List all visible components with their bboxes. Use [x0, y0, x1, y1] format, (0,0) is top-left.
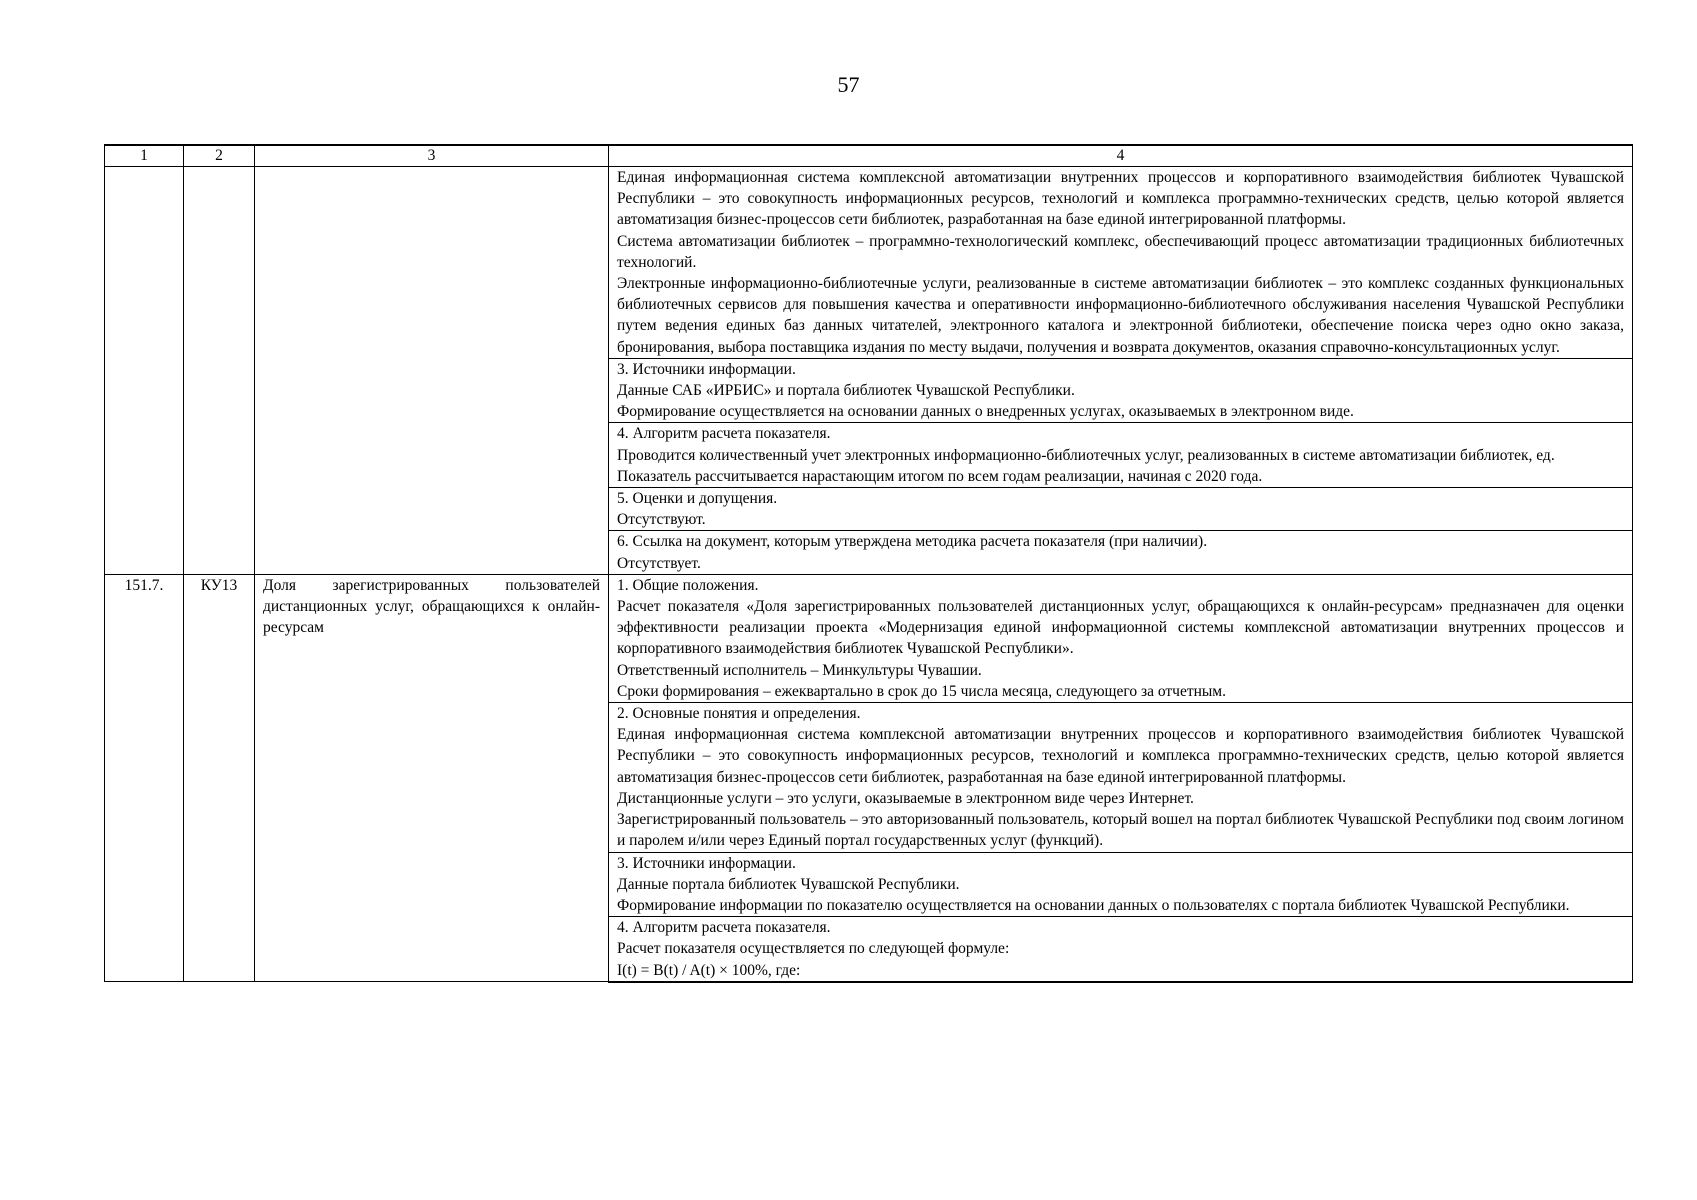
- table-row: [105, 574, 1633, 702]
- column-header: 3: [255, 145, 609, 167]
- column-header: 4: [609, 145, 1633, 167]
- indicator-table: [104, 144, 1633, 983]
- paragraph: Показатель рассчитывается нарастающим итогом по всем годам реализации, начиная с 2020 года.: [617, 467, 1263, 485]
- section-cell: [609, 917, 1633, 982]
- section-cell: [609, 488, 1633, 531]
- paragraph: Единая информационная система комплексной автоматизации внутренних процессов и корпоративного взаимодействия библиотек Чувашской Республики – это совокупность информационных ресурсов, технологий и комплекса программно-технических средств, целью которой является автоматизация бизнес-процессов сети библиотек, разработанная на базе единой интегрированной платформы.: [617, 169, 1624, 229]
- paragraph: Дистанционные услуги – это услуги, оказываемые в электронном виде через Интернет.: [617, 789, 1194, 807]
- entry-name: Доля зарегистрированных пользователей дистанционных услуг, обращающихся к онлайн-ресурсам: [255, 574, 609, 981]
- table-row: [105, 167, 1633, 359]
- paragraph: Данные САБ «ИРБИС» и портала библиотек Чувашской Республики.: [617, 382, 1075, 400]
- column-header: 2: [184, 145, 255, 167]
- paragraph: 3. Источники информации.: [617, 360, 796, 378]
- paragraph: 4. Алгоритм расчета показателя.: [617, 919, 831, 937]
- paragraph: Расчет показателя осуществляется по следующей формуле:: [617, 940, 1010, 958]
- paragraph: Электронные информационно-библиотечные услуги, реализованные в системе автоматизации библиотек – это комплекс созданных функциональных библиотечных сервисов для повышения качества и оперативности информационно-библиотечного обслуживания населения Чувашской Республики путем ведения единых баз данных читателей, электронного каталога и электронной библиотеки, обеспечение поиска через одно окно заказа, бронирования, выбора поставщика издания по месту выдачи, получения и возврата документов, оказания справочно-консультационных услуг.: [617, 275, 1624, 356]
- paragraph: Проводится количественный учет электронных информационно-библиотечных услуг, реализованных в системе автоматизации библиотек, ед.: [617, 446, 1555, 464]
- paragraph: Ответственный исполнитель – Минкультуры Чувашии.: [617, 661, 982, 679]
- paragraph: Единая информационная система комплексной автоматизации внутренних процессов и корпоративного взаимодействия библиотек Чувашской Республики – это совокупность информационных ресурсов, технологий и комплекса программно-технических средств, целью которой является автоматизация бизнес-процессов сети библиотек, разработанная на базе единой интегрированной платформы.: [617, 726, 1624, 786]
- section-cell: [609, 423, 1633, 488]
- section-cell: [609, 703, 1633, 852]
- paragraph: 4. Алгоритм расчета показателя.: [617, 425, 831, 443]
- paragraph: Расчет показателя «Доля зарегистрированных пользователей дистанционных услуг, обращающихся к онлайн-ресурсам» предназначен для оценки эффективности реализации проекта «Модернизация единой информационной системы комплексной автоматизации внутренних процессов и корпоративного взаимодействия библиотек Чувашской Республики».: [617, 598, 1624, 658]
- section-cell: [609, 531, 1633, 574]
- table-header-row: [105, 145, 1633, 167]
- paragraph: Данные портала библиотек Чувашской Республики.: [617, 875, 960, 893]
- cell-code: [184, 167, 255, 575]
- paragraph: 2. Основные понятия и определения.: [617, 705, 861, 723]
- section-cell: [609, 574, 1633, 702]
- paragraph: 5. Оценки и допущения.: [617, 490, 778, 508]
- paragraph: I(t) = B(t) / A(t) × 100%, где:: [617, 961, 801, 979]
- paragraph: Система автоматизации библиотек – программно-технологический комплекс, обеспечивающий процесс автоматизации традиционных библиотечных технологий.: [617, 232, 1624, 271]
- entry-number: 151.7.: [105, 574, 184, 981]
- paragraph: Формирование информации по показателю осуществляется на основании данных о пользователях с портала библиотек Чувашской Республики.: [617, 896, 1570, 914]
- paragraph: 6. Ссылка на документ, которым утверждена методика расчета показателя (при наличии).: [617, 533, 1208, 551]
- paragraph: Сроки формирования – ежеквартально в срок до 15 числа месяца, следующего за отчетным.: [617, 682, 1226, 700]
- paragraph: 1. Общие положения.: [617, 576, 759, 594]
- page-number: 57: [837, 72, 860, 97]
- paragraph: 3. Источники информации.: [617, 854, 796, 872]
- cell-number: [105, 167, 184, 575]
- section-cell: [609, 358, 1633, 423]
- section-cell: [609, 852, 1633, 917]
- paragraph: Отсутствует.: [617, 554, 701, 572]
- entry-code: КУ13: [184, 574, 255, 981]
- paragraph: Отсутствуют.: [617, 511, 706, 529]
- column-header: 1: [105, 145, 184, 167]
- cell-name: [255, 167, 609, 575]
- section-cell: [609, 167, 1633, 359]
- paragraph: Формирование осуществляется на основании данных о внедренных услугах, оказываемых в электронном виде.: [617, 403, 1354, 421]
- paragraph: Зарегистрированный пользователь – это авторизованный пользователь, который вошел на портал библиотек Чувашской Республики под своим логином и паролем и/или через Единый портал государственных услуг (функций).: [617, 811, 1624, 850]
